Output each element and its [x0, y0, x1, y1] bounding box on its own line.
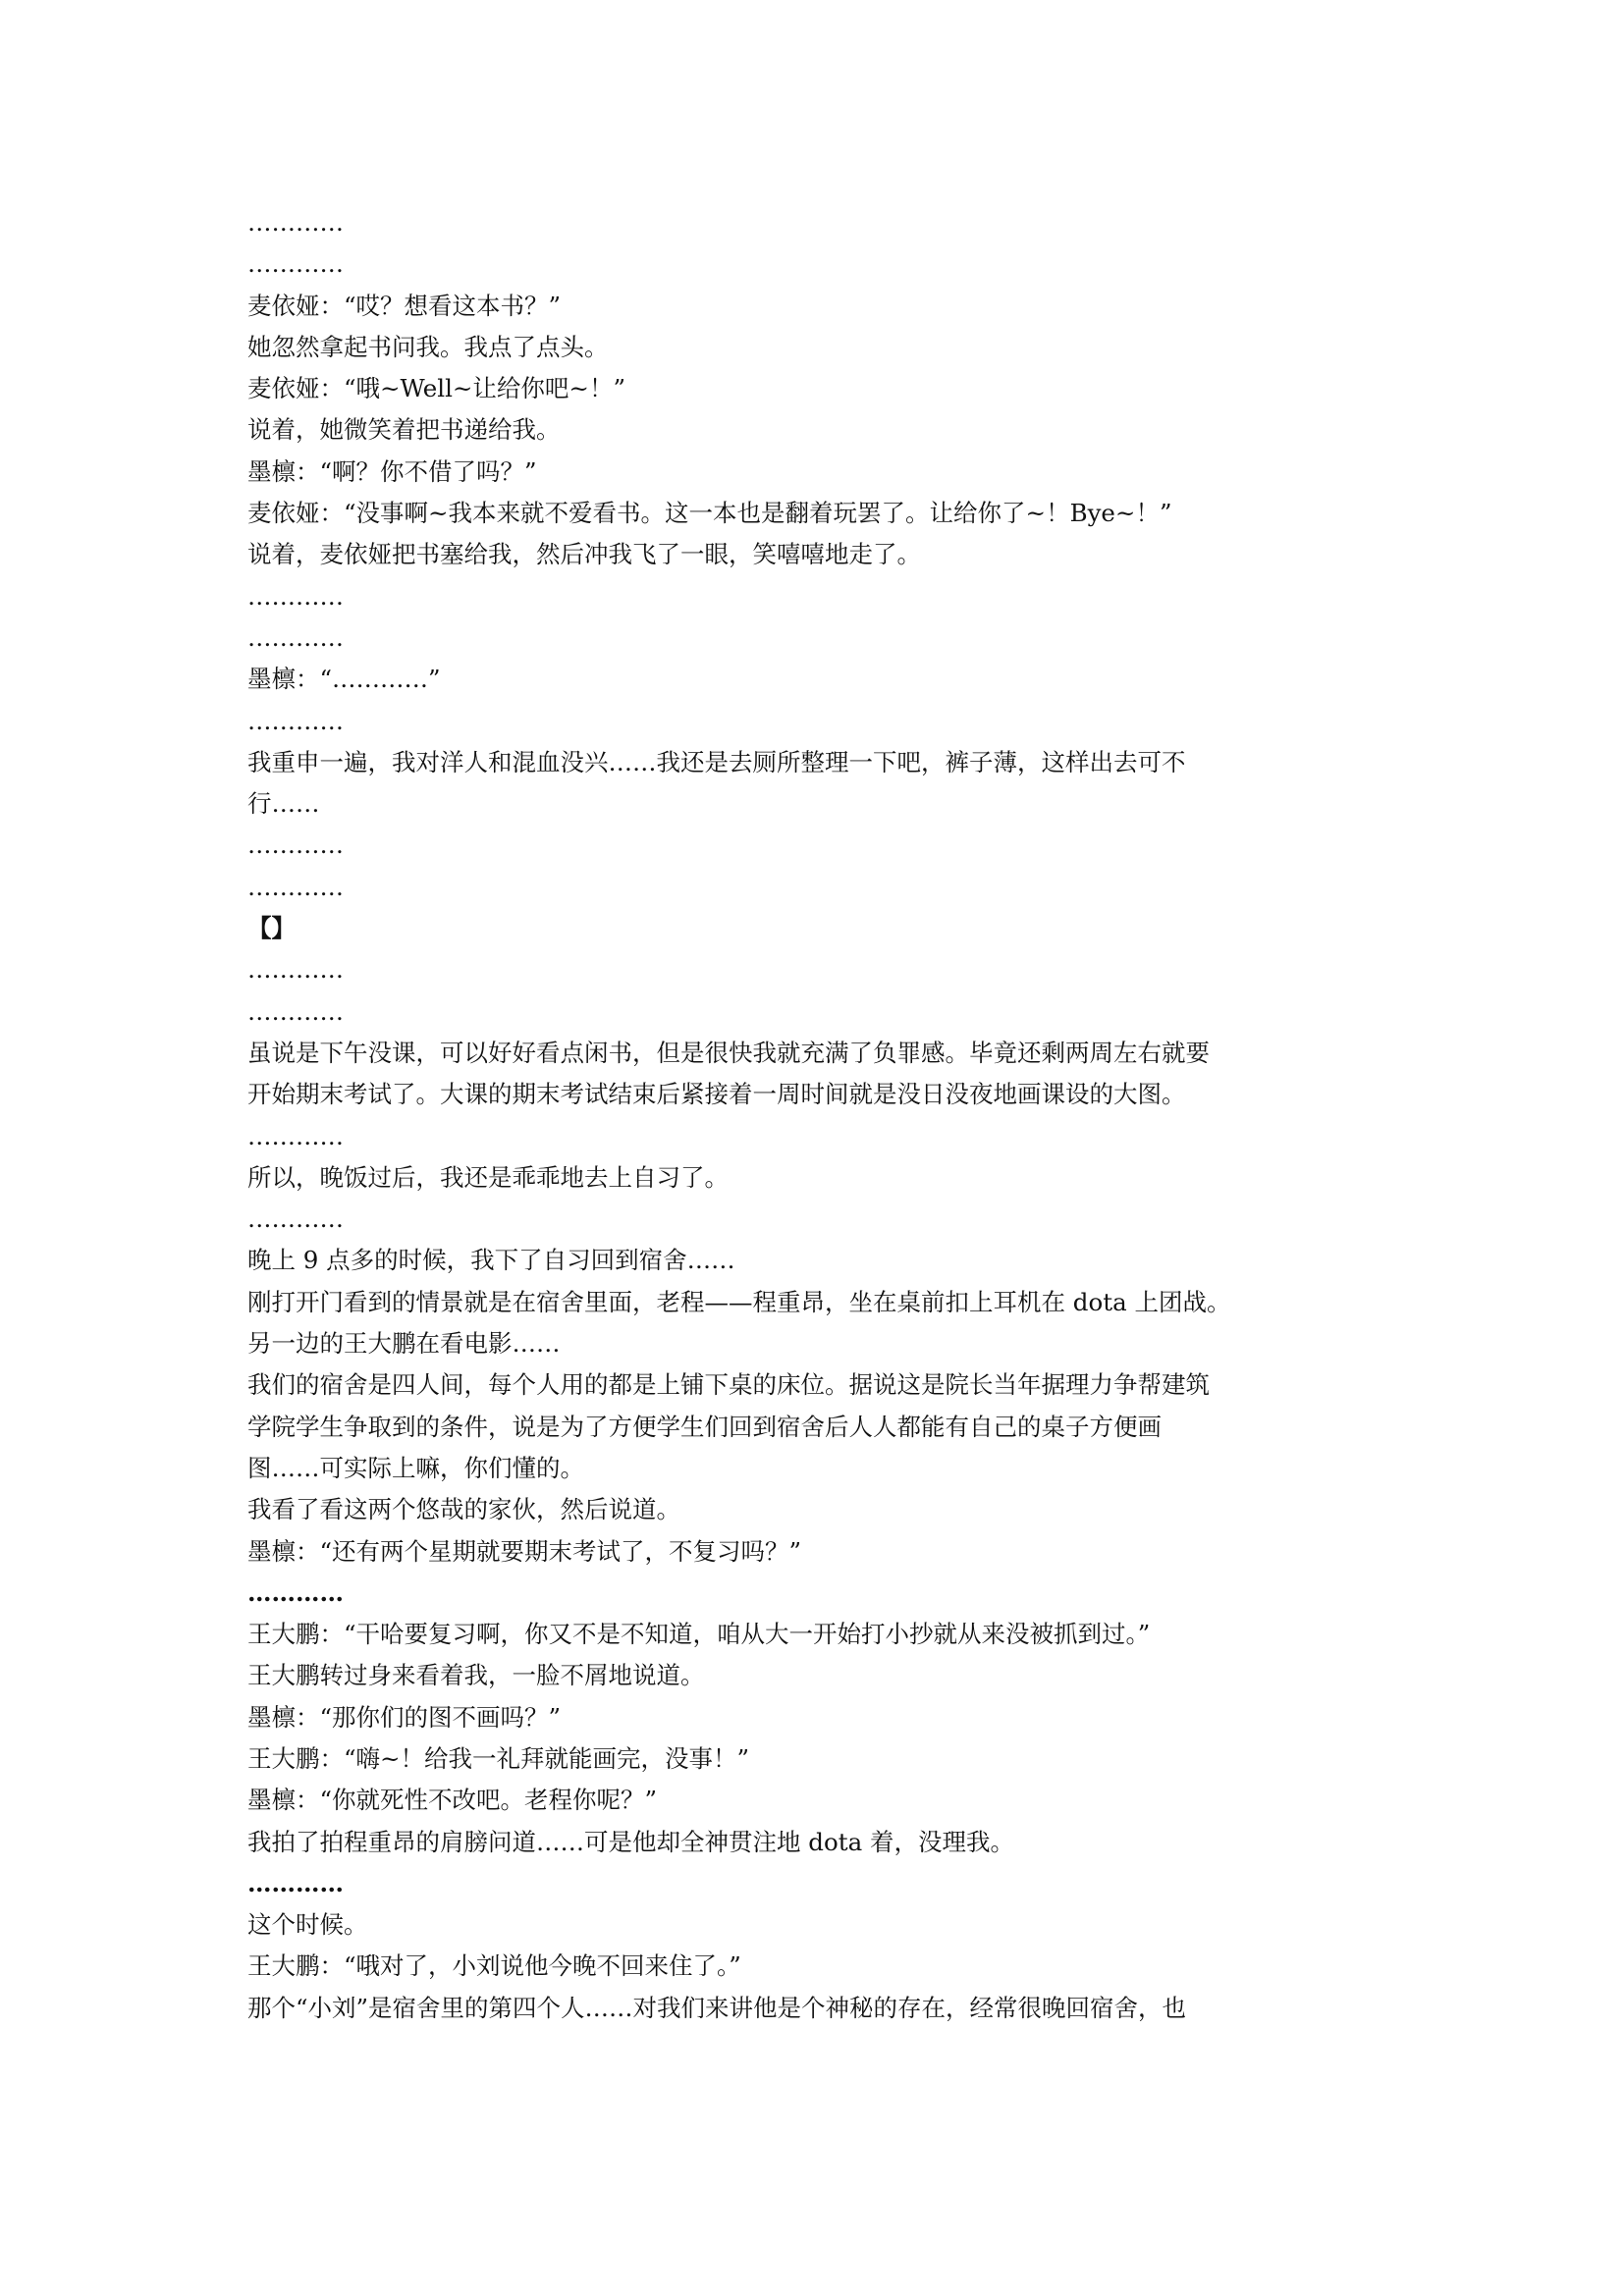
text-line: 我看了看这两个悠哉的家伙，然后说道。 [247, 1495, 680, 1524]
text-line: 说着，麦依娅把书塞给我，然后冲我飞了一眼，笑嘻嘻地走了。 [247, 540, 921, 569]
text-line: 麦依娅：“哦~Well~让给你吧~！” [247, 374, 625, 403]
text-line: 刚打开门看到的情景就是在宿舍里面，老程——程重昂，坐在桌前扣上耳机在 dota 上团战。 [247, 1287, 1231, 1316]
text-line: 王大鹏：“哦对了，小刘说他今晚不回来住了。” [247, 1951, 741, 1981]
text-line: 说着，她微笑着把书递给我。 [247, 415, 561, 445]
text-line: 麦依娅：“哎？想看这本书？” [247, 291, 562, 320]
text-line: 王大鹏：“嗨~！给我一礼拜就能画完，没事！” [247, 1743, 750, 1773]
text-line: 王大鹏转过身来看着我，一脸不屑地说道。 [247, 1661, 705, 1690]
text-line: ………… [247, 996, 344, 1026]
text-line: 那个“小刘”是宿舍里的第四个人……对我们来讲他是个神秘的存在，经常很晚回宿舍，也 [247, 1993, 1187, 2022]
text-line: ………… [247, 872, 344, 901]
text-line: 墨檩：“你就死性不改吧。老程你呢？” [247, 1786, 658, 1815]
text-line: 我拍了拍程重昂的肩膀问道……可是他却全神贯注地 dota 着，没理我。 [247, 1827, 1014, 1856]
text-line: 所以，晚饭过后，我还是乖乖地去上自习了。 [247, 1162, 729, 1192]
text-line: 晚上 9 点多的时候，我下了自习回到宿舍…… [247, 1246, 735, 1275]
text-line: 她忽然拿起书问我。我点了点头。 [247, 332, 609, 361]
document-page [247, 202, 1386, 2029]
text-line: ………… [247, 1577, 344, 1607]
text-line: 我重申一遍，我对洋人和混血没兴……我还是去厕所整理一下吧，裤子薄，这样出去可不 [247, 747, 1186, 776]
text-line: 虽说是下午没课，可以好好看点闲书，但是很快我就充满了负罪感。毕竟还剩两周左右就要 [247, 1038, 1210, 1067]
text-line: 这个时候。 [247, 1910, 368, 1940]
text-line: ………… [247, 208, 344, 237]
text-line: ………… [247, 706, 344, 735]
text-line: 王大鹏：“干哈要复习啊，你又不是不知道，咱从大一开始打小抄就从来没被抓到过。” [247, 1620, 1151, 1649]
text-line: 行…… [247, 789, 320, 819]
text-line: 墨檩：“…………” [247, 665, 441, 694]
text-line: ………… [247, 955, 344, 985]
text-line: 学院学生争取到的条件，说是为了方便学生们回到宿舍后人人都能有自己的桌子方便画 [247, 1412, 1162, 1441]
text-line: ………… [247, 1204, 344, 1234]
text-line: ………… [247, 622, 344, 652]
text-line: ………… [247, 581, 344, 611]
text-line: 麦依娅：“没事啊~我本来就不爱看书。这一本也是翻着玩罢了。让给你了~！Bye~！” [247, 499, 1172, 528]
text-line: 我们的宿舍是四人间，每个人用的都是上铺下桌的床位。据说这是院长当年据理力争帮建筑 [247, 1370, 1210, 1400]
text-line: 墨檩：“那你们的图不画吗？” [247, 1702, 562, 1732]
text-line: 墨檩：“还有两个星期就要期末考试了，不复习吗？” [247, 1536, 802, 1566]
text-line: 开始期末考试了。大课的期末考试结束后紧接着一周时间就是没日没夜地画课设的大图。 [247, 1080, 1186, 1109]
text-line: 墨檩：“啊？你不借了吗？” [247, 456, 537, 486]
text-line: ………… [247, 1121, 344, 1150]
text-line: 图……可实际上嘛，你们懂的。 [247, 1453, 584, 1482]
text-line: ………… [247, 1868, 344, 1897]
text-line: 【】 [247, 914, 296, 943]
text-line: ………… [247, 249, 344, 279]
text-line: 另一边的王大鹏在看电影…… [247, 1329, 561, 1359]
text-line: ………… [247, 830, 344, 860]
